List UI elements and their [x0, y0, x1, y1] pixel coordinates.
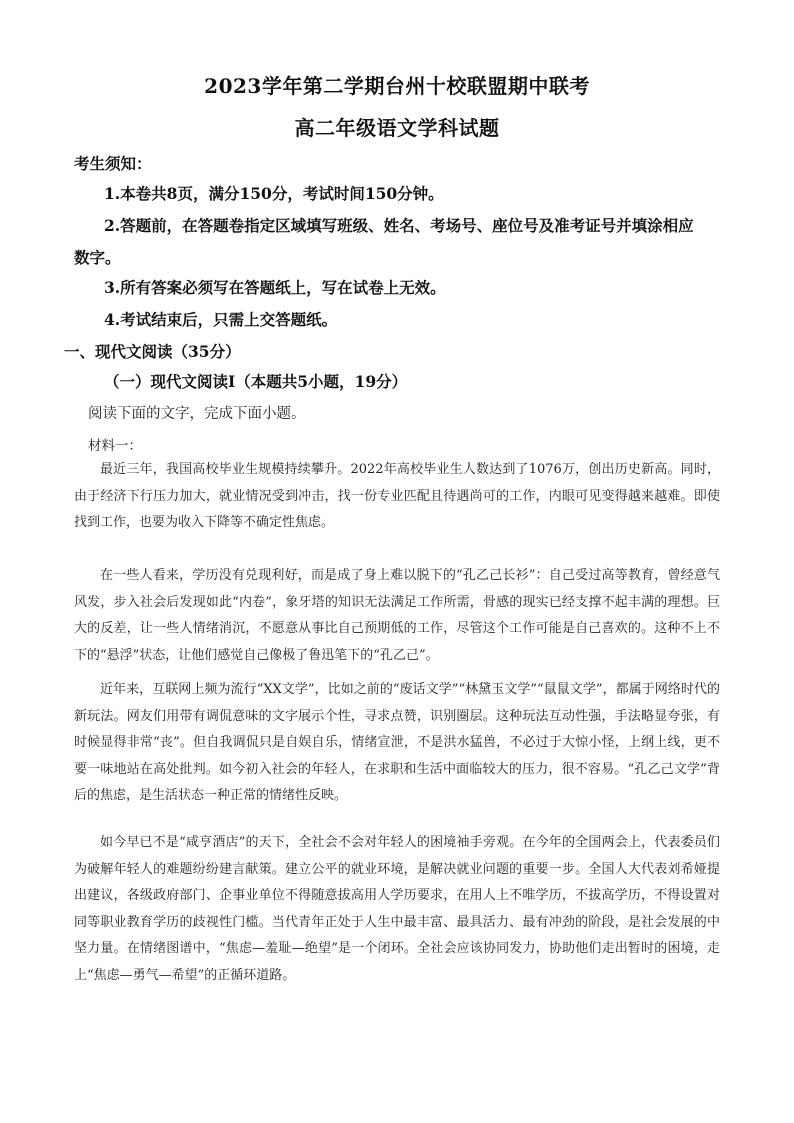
- paragraph-2: 在一些人看来，学历没有兑现利好，而是成了身上难以脱下的“孔乙己长衫”：自己受过高等教育，曾经意气风发，步入社会后发现如此“内卷”，象牙塔的知识无法满足工作所需，骨感的现实已经支撑不起丰满的理想。巨大的反差，让一些人情绪消沉，不愿意从事比自己预期低的工作，尽管这个工作可能是自己喜欢的。这种不上不下的“悬浮”状态，让他们感觉自己像极了鲁迅笔下的“孔乙己”。: [74, 568, 720, 663]
- paragraph-3: 近年来，互联网上频为流行“XX文学”，比如之前的“废话文学”“林黛玉文学”“鼠鼠文学”，都属于网络时代的新玩法。网友们用带有调侃意味的文字展示个性，寻求点赞，识别圈层。这种玩法互动性强，手法略显夸张，有时候显得非常“丧”。但自我调侃只是自娱自乐，情绪宣泄，不是洪水猛兽，不必过于大惊小怪，上纲上线，更不要一味地站在高处批判。如今初入社会的年轻人，在求职和生活中面临较大的压力，很不容易。“孔乙己文学”背后的焦虑，是生活状态一种正常的情绪性反映。: [74, 682, 720, 803]
- exam-title: 2023学年第二学期台州十校联盟期中联考: [204, 74, 590, 98]
- reading-instruction: 阅读下面的文字，完成下面小题。: [88, 406, 306, 422]
- paragraph-4: 如今早已不是“咸亨酒店”的天下，全社会不会对年轻人的困境袖手旁观。在今年的全国两会上，代表委员们为破解年轻人的难题纷纷建言献策。建立公平的就业环境，是解决就业问题的重要一步。全国人大代表刘希娅提出建议，各级政府部门、企事业单位不得随意拔高用人学历要求，在用人上不唯学历，不拔高学历，不得设置对同等职业教育学历的歧视性门槛。当代青年正处于人生中最丰富、最具活力、最有冲劲的阶段，是社会发展的中坚力量。在情绪图谱中，“焦虑—羞耻—绝望”是一个闭环。全社会应该协同发力，协助他们走出暂时的困境，走上“焦虑—勇气—希望”的正循环道路。: [74, 835, 720, 983]
- paragraph-1: 最近三年，我国高校毕业生规模持续攀升。2022年高校毕业生人数达到了1076万，创出历史新高。同时，由于经济下行压力加大，就业情况受到冲击，找一份专业匹配且待遇尚可的工作，内眼可见变得越来越难。即使找到工作，也要为收入下降等不确定性焦虑。: [74, 462, 720, 530]
- notice-item-1: 1.本卷共8页，满分150分，考试时间150分钟。: [104, 184, 444, 203]
- notice-item-2-continued: 数字。: [74, 248, 121, 267]
- material-label: 材料一：: [88, 438, 142, 454]
- notice-item-4: 4.考试结束后，只需上交答题纸。: [104, 310, 338, 329]
- notice-heading: 考生须知：: [74, 154, 152, 173]
- subsection-heading: （一）现代文阅读Ⅰ（本题共5小题，19分）: [104, 372, 408, 391]
- notice-item-2: 2.答题前，在答题卷指定区域填写班级、姓名、考场号、座位号及准考证号并填涂相应: [104, 216, 694, 235]
- notice-item-3: 3.所有答案必须写在答题纸上，写在试卷上无效。: [104, 278, 446, 297]
- exam-subtitle: 高二年级语文学科试题: [294, 116, 500, 140]
- section-heading: 一、现代文阅读（35分）: [64, 342, 241, 361]
